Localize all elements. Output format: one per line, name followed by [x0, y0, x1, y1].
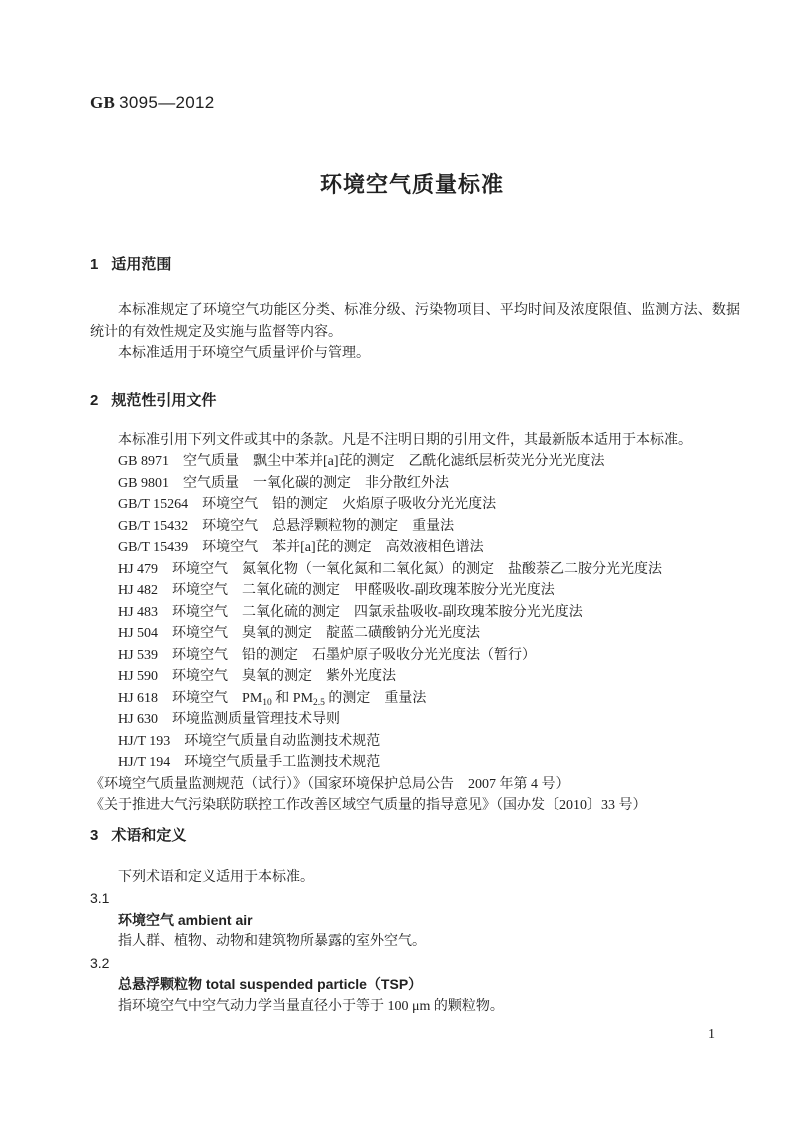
reference-item: HJ/T 194 环境空气质量手工监测技术规范	[118, 755, 381, 770]
reference-item: HJ 504 环境空气 臭氧的测定 靛蓝二磺酸钠分光光度法	[118, 626, 481, 641]
term-number: 3.2	[90, 954, 110, 971]
reference-item: HJ 590 环境空气 臭氧的测定 紫外光度法	[118, 669, 397, 684]
term-name: 环境空气 ambient air	[118, 911, 253, 928]
term-definition: 指人群、植物、动物和建筑物所暴露的室外空气。	[118, 934, 426, 949]
standard-code-prefix: GB	[90, 93, 116, 112]
reference-item: GB 8971 空气质量 飘尘中苯并[a]芘的测定 乙酰化滤纸层析荧光分光光度法	[118, 454, 605, 469]
terms-list	[90, 888, 768, 1017]
section-1-heading	[90, 255, 768, 275]
term-entry	[90, 888, 768, 953]
term-number: 3.1	[90, 890, 110, 906]
reference-item: GB 9801 空气质量 一氧化碳的测定 非分散红外法	[118, 475, 449, 491]
reference-item: HJ/T 193 环境空气质量自动监测技术规范	[118, 733, 381, 749]
term-entry	[90, 953, 768, 1018]
reference-item: GB/T 15264 环境空气 铅的测定 火焰原子吸收分光光度法	[118, 497, 497, 512]
term-name: 总悬浮颗粒物 total suspended particle（TSP）	[118, 976, 423, 992]
document-title: 环境空气质量标准	[319, 172, 504, 197]
reference-item: HJ 539 环境空气 铅的测定 石墨炉原子吸收分光光度法（暂行）	[118, 647, 537, 663]
reference-item: HJ 618 环境空气 $PM_{10}$ 和 $PM_{2.5}$ 的测定 重量法	[118, 690, 427, 708]
page-number: 1	[708, 1027, 715, 1042]
scope-paragraph-1: 本标准规定了环境空气功能区分类、标准分级、污染物项目、平均时间及浓度限值、监测方法、数据统计的有效性规定及实施与监督等内容。	[90, 303, 740, 340]
section-1-number: 1	[90, 256, 99, 273]
reference-item: GB/T 15439 环境空气 苯并[a]芘的测定 高效液相色谱法	[118, 540, 484, 555]
section-3-heading	[90, 826, 768, 846]
reference-item: HJ 630 环境监测质量管理技术导则	[118, 712, 341, 727]
reference-item: GB/T 15432 环境空气 总悬浮颗粒物的测定 重量法	[118, 518, 455, 534]
reference-item: HJ 479 环境空气 氮氧化物（一氧化氮和二氧化氮）的测定 盐酸萘乙二胺分光光度法	[118, 561, 663, 577]
references-list	[90, 451, 768, 817]
reference-item: HJ 483 环境空气 二氧化硫的测定 四氯汞盐吸收-副玫瑰苯胺分光光度法	[118, 604, 583, 620]
section-3-number: 3	[90, 826, 99, 844]
section-2-title: 规范性引用文件	[111, 391, 217, 409]
term-definition: 指环境空气中空气动力学当量直径小于等于 100 μm 的颗粒物。	[118, 998, 504, 1014]
terms-intro: 下列术语和定义适用于本标准。	[118, 869, 314, 885]
reference-item: 《环境空气质量监测规范（试行）》（国家环境保护总局公告 2007 年第 4 号）	[90, 776, 570, 792]
standard-code-number: 3095—2012	[119, 93, 215, 112]
references-intro: 本标准引用下列文件或其中的条款。凡是不注明日期的引用文件，其最新版本适用于本标准。	[118, 432, 692, 448]
section-1-title: 适用范围	[111, 256, 172, 273]
section-2-heading	[90, 391, 768, 411]
reference-item: 《关于推进大气污染联防联控工作改善区域空气质量的指导意见》（国办发〔2010〕33 号）	[90, 798, 647, 813]
section-2-number: 2	[90, 391, 99, 409]
standard-code	[90, 94, 768, 112]
reference-item: HJ 482 环境空气 二氧化硫的测定 甲醛吸收-副玫瑰苯胺分光光度法	[118, 583, 555, 598]
section-3-title: 术语和定义	[111, 826, 187, 844]
scope-paragraph-2: 本标准适用于环境空气质量评价与管理。	[118, 346, 370, 361]
